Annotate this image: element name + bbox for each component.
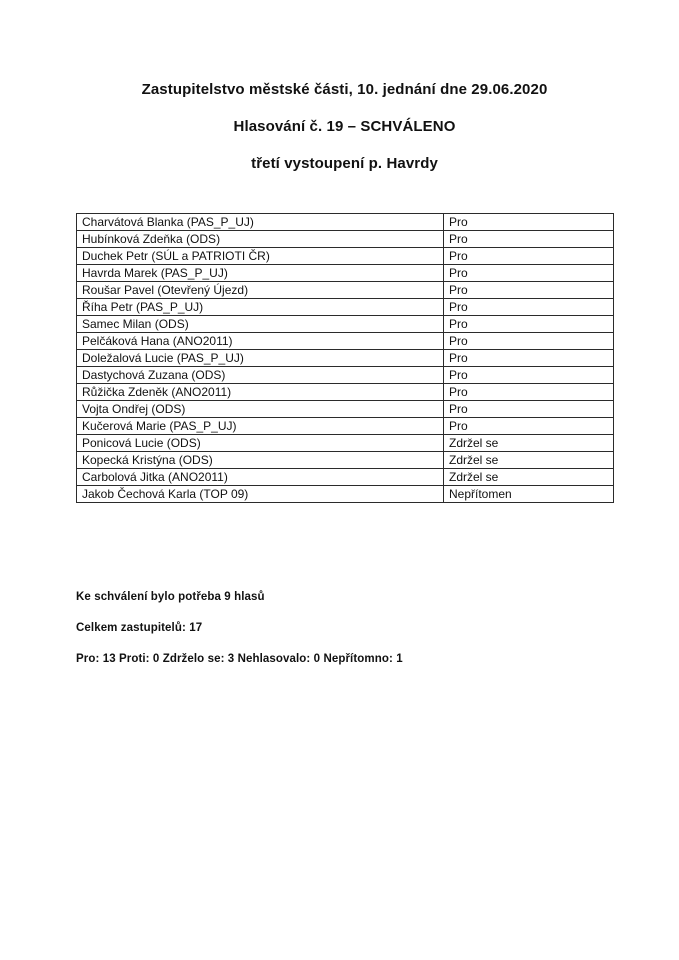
member-name-cell: Carbolová Jitka (ANO2011) xyxy=(77,469,444,486)
tally-note: Pro: 13 Proti: 0 Zdrželo se: 3 Nehlasovalo: 0 Nepřítomno: 1 xyxy=(76,653,403,665)
meeting-title: Zastupitelstvo městské části, 10. jednání dne 29.06.2020 xyxy=(141,81,548,98)
document-header xyxy=(76,0,613,174)
quorum-note: Ke schválení bylo potřeba 9 hlasů xyxy=(76,591,265,603)
vote-table-body xyxy=(77,214,614,503)
member-name-cell: Kučerová Marie (PAS_P_UJ) xyxy=(77,418,444,435)
vote-value-cell: Pro xyxy=(444,265,614,282)
vote-value-cell: Zdržel se xyxy=(444,452,614,469)
member-name-cell: Růžička Zdeněk (ANO2011) xyxy=(77,384,444,401)
vote-table xyxy=(76,213,614,503)
table-row xyxy=(77,299,614,316)
member-name-cell: Kopecká Kristýna (ODS) xyxy=(77,452,444,469)
total-members-note: Celkem zastupitelů: 17 xyxy=(76,622,203,634)
vote-value-cell: Pro xyxy=(444,231,614,248)
member-name-cell: Vojta Ondřej (ODS) xyxy=(77,401,444,418)
vote-result-title: Hlasování č. 19 – SCHVÁLENO xyxy=(233,118,456,135)
vote-value-cell: Pro xyxy=(444,401,614,418)
member-name-cell: Hubínková Zdeňka (ODS) xyxy=(77,231,444,248)
table-row xyxy=(77,282,614,299)
vote-value-cell: Pro xyxy=(444,299,614,316)
member-name-cell: Ponicová Lucie (ODS) xyxy=(77,435,444,452)
table-row xyxy=(77,333,614,350)
vote-value-cell: Pro xyxy=(444,282,614,299)
vote-summary xyxy=(76,590,613,666)
vote-value-cell: Pro xyxy=(444,350,614,367)
member-name-cell: Dastychová Zuzana (ODS) xyxy=(77,367,444,384)
table-row xyxy=(77,350,614,367)
table-row xyxy=(77,316,614,333)
member-name-cell: Samec Milan (ODS) xyxy=(77,316,444,333)
table-row xyxy=(77,435,614,452)
vote-value-cell: Zdržel se xyxy=(444,469,614,486)
table-row xyxy=(77,248,614,265)
table-row xyxy=(77,418,614,435)
table-row xyxy=(77,231,614,248)
table-row xyxy=(77,265,614,282)
member-name-cell: Charvátová Blanka (PAS_P_UJ) xyxy=(77,214,444,231)
table-row xyxy=(77,214,614,231)
member-name-cell: Roušar Pavel (Otevřený Újezd) xyxy=(77,282,444,299)
member-name-cell: Říha Petr (PAS_P_UJ) xyxy=(77,299,444,316)
member-name-cell: Duchek Petr (SÚL a PATRIOTI ČR) xyxy=(77,248,444,265)
vote-value-cell: Nepřítomen xyxy=(444,486,614,503)
table-row xyxy=(77,469,614,486)
member-name-cell: Doležalová Lucie (PAS_P_UJ) xyxy=(77,350,444,367)
table-row xyxy=(77,452,614,469)
vote-value-cell: Pro xyxy=(444,333,614,350)
table-row xyxy=(77,384,614,401)
vote-value-cell: Pro xyxy=(444,214,614,231)
vote-value-cell: Pro xyxy=(444,248,614,265)
vote-value-cell: Pro xyxy=(444,384,614,401)
table-row xyxy=(77,486,614,503)
member-name-cell: Pelčáková Hana (ANO2011) xyxy=(77,333,444,350)
vote-value-cell: Pro xyxy=(444,367,614,384)
table-row xyxy=(77,401,614,418)
vote-value-cell: Zdržel se xyxy=(444,435,614,452)
vote-subject-title: třetí vystoupení p. Havrdy xyxy=(251,155,438,172)
table-row xyxy=(77,367,614,384)
vote-value-cell: Pro xyxy=(444,418,614,435)
member-name-cell: Havrda Marek (PAS_P_UJ) xyxy=(77,265,444,282)
member-name-cell: Jakob Čechová Karla (TOP 09) xyxy=(77,486,444,503)
vote-value-cell: Pro xyxy=(444,316,614,333)
document-content xyxy=(76,0,613,683)
